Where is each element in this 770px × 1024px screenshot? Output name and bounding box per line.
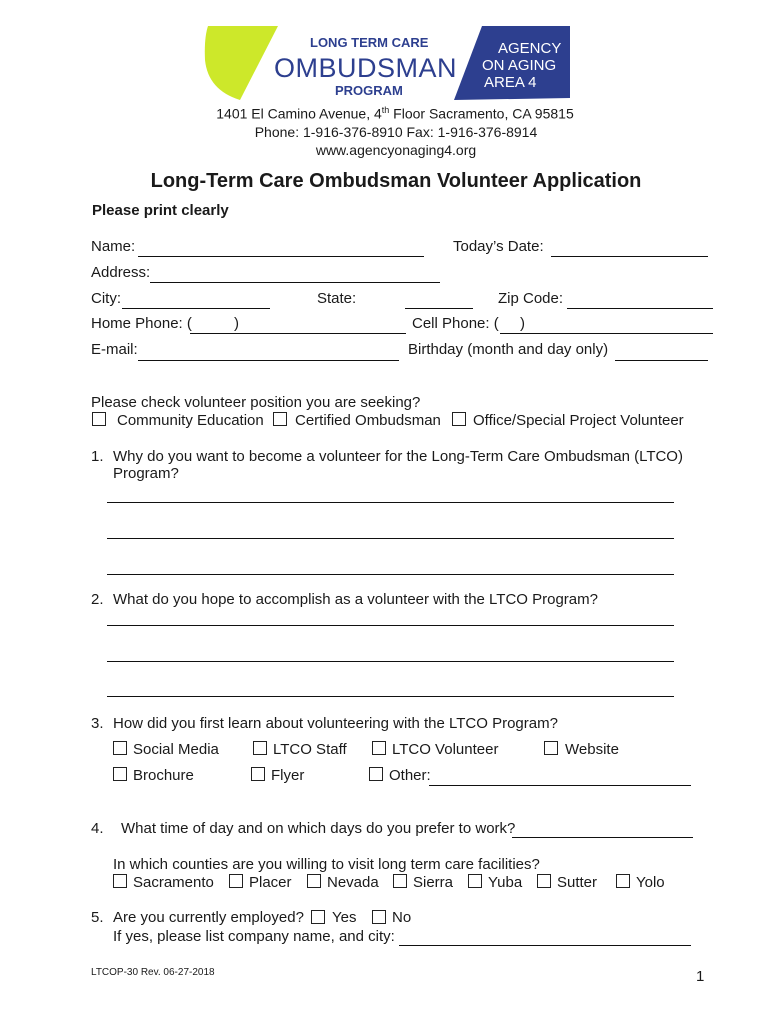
counties-prompt: In which counties are you willing to visit long term care facilities? xyxy=(113,856,540,873)
city-label: City: xyxy=(91,290,121,307)
q3-text: How did you first learn about volunteering with the LTCO Program? xyxy=(113,715,558,732)
zip-label: Zip Code: xyxy=(498,290,564,307)
county-label-yolo: Yolo xyxy=(636,874,665,891)
email-label: E-mail: xyxy=(91,341,138,358)
county-checkbox-sacramento[interactable] xyxy=(113,874,127,888)
logo-line-1: LONG TERM CARE xyxy=(310,35,429,50)
q4-text: What time of day and on which days do you prefer to work? xyxy=(121,820,516,837)
program-logo xyxy=(200,20,570,102)
q3-label-brochure: Brochure xyxy=(133,767,194,784)
q2-text: What do you hope to accomplish as a volunteer with the LTCO Program? xyxy=(113,591,598,608)
home-area-code-line[interactable] xyxy=(190,333,238,334)
zip-input-line[interactable] xyxy=(567,308,713,309)
date-input-line[interactable] xyxy=(551,256,708,257)
q5-number: 5. xyxy=(91,909,104,926)
q5-followup: If yes, please list company name, and city: xyxy=(113,928,395,945)
q3-label-flyer: Flyer xyxy=(271,767,305,784)
q4-number: 4. xyxy=(91,820,104,837)
county-checkbox-sutter[interactable] xyxy=(537,874,551,888)
date-label: Today’s Date: xyxy=(453,238,544,255)
q3-checkbox-flyer[interactable] xyxy=(251,767,265,781)
address-input-line[interactable] xyxy=(150,282,440,283)
county-label-yuba: Yuba xyxy=(488,874,523,891)
q3-checkbox-ltco-staff[interactable] xyxy=(253,741,267,755)
q3-other-input-line[interactable] xyxy=(429,785,691,786)
position-checkbox-certified-ombudsman[interactable] xyxy=(273,412,287,426)
cell-area-code-line[interactable] xyxy=(500,333,524,334)
header-address xyxy=(0,105,770,122)
q3-checkbox-ltco-volunteer[interactable] xyxy=(372,741,386,755)
employed-checkbox-no[interactable] xyxy=(372,910,386,924)
position-label-community-education: Community Education xyxy=(117,412,264,429)
q2-answer-line-3[interactable] xyxy=(107,696,674,697)
q3-label-ltco-volunteer: LTCO Volunteer xyxy=(392,741,499,758)
q1-answer-line-3[interactable] xyxy=(107,574,674,575)
county-label-nevada: Nevada xyxy=(327,874,379,891)
name-label: Name: xyxy=(91,238,136,255)
state-input-line[interactable] xyxy=(405,308,473,309)
instruction-text: Please print clearly xyxy=(92,202,229,219)
q3-label-website: Website xyxy=(565,741,619,758)
q3-checkbox-brochure[interactable] xyxy=(113,767,127,781)
q1-answer-line-1[interactable] xyxy=(107,502,674,503)
county-checkbox-sierra[interactable] xyxy=(393,874,407,888)
header-website: www.agencyonaging4.org xyxy=(315,142,477,158)
county-label-sutter: Sutter xyxy=(557,874,598,891)
county-label-sierra: Sierra xyxy=(413,874,454,891)
address-sup: th xyxy=(381,105,390,115)
q2-answer-line-1[interactable] xyxy=(107,625,674,626)
q3-checkbox-website[interactable] xyxy=(544,741,558,755)
q3-checkbox-social-media[interactable] xyxy=(113,741,127,755)
email-input-line[interactable] xyxy=(138,360,399,361)
q3-label-social-media: Social Media xyxy=(133,741,219,758)
employed-label-no: No xyxy=(392,909,412,926)
birthday-input-line[interactable] xyxy=(615,360,708,361)
q3-label-ltco-staff: LTCO Staff xyxy=(273,741,347,758)
page-number: 1 xyxy=(696,968,705,985)
q2-number: 2. xyxy=(91,591,104,608)
q5-text: Are you currently employed? xyxy=(113,909,304,926)
logo-line-3: PROGRAM xyxy=(335,83,403,98)
form-id: LTCOP-30 Rev. 06-27-2018 xyxy=(91,967,215,978)
address-text-post: Floor Sacramento, CA 95815 xyxy=(389,105,574,122)
home-phone-label: Home Phone: ( xyxy=(91,315,192,332)
q1-answer-line-2[interactable] xyxy=(107,538,674,539)
county-checkbox-nevada[interactable] xyxy=(307,874,321,888)
city-input-line[interactable] xyxy=(122,308,270,309)
position-label-office-special: Office/Special Project Volunteer xyxy=(473,412,684,429)
q1-text-line1: Why do you want to become a volunteer for the Long-Term Care Ombudsman (LTCO) xyxy=(113,448,683,465)
q3-label-other: Other: xyxy=(389,767,431,784)
home-phone-input-line[interactable] xyxy=(238,333,406,334)
cell-phone-input-line[interactable] xyxy=(524,333,713,334)
position-prompt: Please check volunteer position you are seeking? xyxy=(91,394,421,411)
county-label-placer: Placer xyxy=(249,874,292,891)
name-input-line[interactable] xyxy=(138,256,424,257)
q2-answer-line-2[interactable] xyxy=(107,661,674,662)
county-label-sacramento: Sacramento xyxy=(133,874,214,891)
q3-checkbox-other[interactable] xyxy=(369,767,383,781)
county-checkbox-placer[interactable] xyxy=(229,874,243,888)
cell-phone-paren: ) xyxy=(520,315,525,332)
green-leaf-shape xyxy=(205,26,278,100)
state-label: State: xyxy=(317,290,357,307)
county-checkbox-yolo[interactable] xyxy=(616,874,630,888)
q1-number: 1. xyxy=(91,448,104,465)
q4-answer-line[interactable] xyxy=(512,837,693,838)
form-title: Long-Term Care Ombudsman Volunteer Application xyxy=(150,170,642,192)
q1-text-line2: Program? xyxy=(113,465,179,482)
cell-phone-label: Cell Phone: ( xyxy=(412,315,499,332)
birthday-label: Birthday (month and day only) xyxy=(408,341,609,358)
logo-line-2: OMBUDSMAN xyxy=(274,53,458,83)
position-checkbox-community-education[interactable] xyxy=(92,412,106,426)
position-checkbox-office-special[interactable] xyxy=(452,412,466,426)
agency-line-2: ON AGING xyxy=(482,57,557,74)
q5-company-input-line[interactable] xyxy=(399,945,691,946)
address-text-pre: 1401 El Camino Avenue, 4 xyxy=(216,105,382,122)
address-label: Address: xyxy=(91,264,151,281)
q3-number: 3. xyxy=(91,715,104,732)
header-phone: Phone: 1-916-376-8910 Fax: 1-916-376-8914 xyxy=(254,124,538,140)
employed-checkbox-yes[interactable] xyxy=(311,910,325,924)
position-label-certified-ombudsman: Certified Ombudsman xyxy=(295,412,441,429)
home-phone-paren: ) xyxy=(234,315,239,332)
employed-label-yes: Yes xyxy=(332,909,357,926)
county-checkbox-yuba[interactable] xyxy=(468,874,482,888)
agency-line-3: AREA 4 xyxy=(484,74,537,91)
agency-line-1: AGENCY xyxy=(498,40,562,57)
